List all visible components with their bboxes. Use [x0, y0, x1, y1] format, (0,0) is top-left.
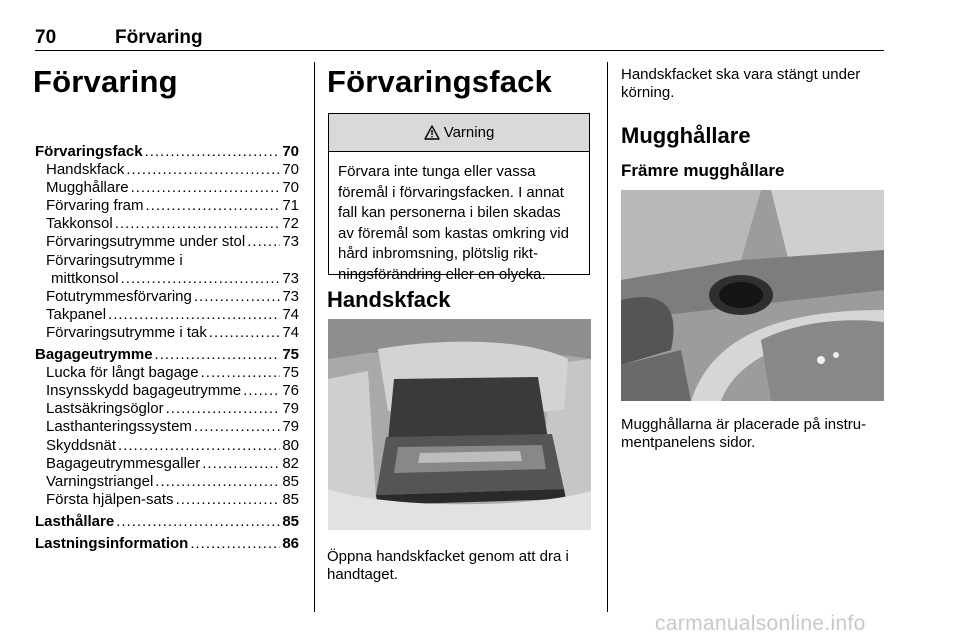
warning-line: Förvara inte tunga eller vassa [338, 163, 536, 180]
toc-label: Förvaringsutrymme i tak [46, 323, 207, 341]
caption-line: handtaget. [327, 566, 398, 583]
toc-label: Bagageutrymme [35, 346, 153, 364]
toc-entry[interactable] [35, 324, 299, 342]
warning-line: hård inbromsning, plötslig rikt- [338, 245, 539, 263]
glovebox-caption [327, 548, 569, 584]
toc-section-entry[interactable] [35, 513, 299, 531]
toc-entry[interactable] [35, 197, 299, 215]
toc-entry[interactable] [35, 400, 299, 418]
toc-section-entry[interactable] [35, 346, 299, 364]
toc-leader-dots [126, 161, 280, 178]
toc-leader-dots [155, 473, 280, 490]
toc-page-number: 85 [282, 512, 299, 530]
toc-label: Takkonsol [46, 215, 113, 233]
toc-page-number: 70 [282, 179, 299, 197]
warning-line: fall kan personerna i bilen skadas [338, 204, 561, 222]
glovebox-heading: Handskfack [327, 287, 451, 312]
glovebox-photo [328, 319, 591, 530]
toc-label: Första hjälpen-sats [46, 490, 174, 508]
toc-entry[interactable] [35, 418, 299, 436]
toc-leader-dots [155, 346, 281, 363]
toc-label: Lasthanteringssystem [46, 418, 192, 436]
toc-label: Varningstriangel [46, 472, 154, 490]
toc-label: Takpanel [46, 305, 107, 323]
toc-entry[interactable] [35, 491, 299, 509]
warning-line: ningsförändring eller en olycka. [338, 265, 546, 283]
cupholder-heading: Mugghållare [621, 123, 751, 148]
warning-header [329, 114, 589, 152]
toc-page-number: 74 [282, 323, 299, 341]
toc-page-number: 86 [282, 534, 299, 552]
toc-page-number: 79 [282, 418, 299, 436]
toc-label: Insynsskydd bagageutrymme [46, 382, 242, 400]
toc-entry[interactable] [35, 473, 299, 491]
toc-page-number: 73 [282, 233, 299, 251]
toc-page-number: 75 [282, 364, 299, 382]
toc-page-number: 80 [282, 436, 299, 454]
toc-entry[interactable] [35, 364, 299, 382]
toc-entry[interactable] [35, 215, 299, 233]
warning-box [328, 113, 590, 283]
toc-label: Handskfack [46, 161, 125, 179]
toc-leader-dots [118, 437, 280, 454]
toc-page-number: 74 [282, 305, 299, 323]
front-cupholder-heading: Främre mugghållare [621, 161, 785, 180]
toc-label: Lucka för långt bagage [46, 364, 199, 382]
toc-leader-dots [209, 324, 280, 341]
cupholder-photo [621, 190, 884, 401]
toc-leader-dots [116, 513, 280, 530]
toc-page-number: 72 [282, 215, 299, 233]
toc-entry[interactable] [35, 455, 299, 473]
toc-leader-dots [145, 143, 281, 160]
toc-leader-dots [201, 364, 281, 381]
watermark: carmanualsonline.info [655, 612, 866, 635]
toc-leader-dots [190, 535, 280, 552]
warning-heading: Varning [443, 124, 495, 141]
note-line: körning. [621, 84, 675, 101]
toc-entry[interactable] [35, 161, 299, 179]
caption-line: Mugghållarna är placerade på instru- [621, 416, 867, 433]
toc-leader-dots [194, 418, 280, 435]
toc-label: Bagageutrymmesgaller [46, 454, 201, 472]
chapter-title: Förvaring [33, 64, 178, 99]
toc-label: Lastsäkringsöglor [46, 400, 164, 418]
toc-section-entry[interactable] [35, 535, 299, 553]
toc-section-entry[interactable] [35, 143, 299, 161]
page-number: 70 [35, 27, 57, 48]
toc-page-number: 73 [282, 287, 299, 305]
warning-triangle-icon [424, 125, 440, 140]
toc-label: Mugghållare [46, 179, 129, 197]
toc-page-number: 73 [282, 269, 299, 287]
header-rule [35, 50, 884, 51]
warning-text [329, 152, 589, 286]
warning-line: föremål i förvaringsfacken. I annat [338, 183, 564, 201]
toc-page-number: 71 [282, 197, 299, 215]
toc-page-number: 75 [282, 346, 299, 364]
toc-entry[interactable] [35, 270, 299, 288]
warning-line: av föremål som kastas omkring vid [338, 224, 569, 242]
toc-page-number: 85 [282, 472, 299, 490]
toc-page-number: 70 [282, 161, 299, 179]
toc-label: Förvaringsutrymme i [46, 251, 183, 269]
table-of-contents [35, 143, 299, 553]
toc-leader-dots [146, 197, 281, 214]
toc-entry[interactable] [35, 306, 299, 324]
column-divider-2 [607, 62, 608, 612]
toc-leader-dots [194, 288, 280, 305]
toc-page-number: 82 [282, 454, 299, 472]
toc-entry[interactable] [35, 288, 299, 306]
toc-page-number: 70 [282, 143, 299, 160]
note-line: Handskfacket ska vara stängt under [621, 66, 861, 83]
toc-page-number: 85 [282, 490, 299, 508]
caption-line: Öppna handskfacket genom att dra i [327, 548, 569, 565]
toc-leader-dots [108, 306, 280, 323]
cupholder-caption [621, 416, 866, 452]
toc-label: mittkonsol [51, 269, 119, 287]
toc-leader-dots [166, 400, 281, 417]
toc-entry[interactable] [35, 382, 299, 400]
toc-leader-dots [176, 491, 281, 508]
toc-entry[interactable] [35, 179, 299, 197]
toc-label: Förvaringsfack [35, 143, 143, 160]
toc-leader-dots [247, 233, 280, 250]
caption-line: mentpanelens sidor. [621, 434, 756, 451]
toc-label: Fotutrymmesförvaring [46, 287, 192, 305]
glovebox-note [621, 66, 860, 102]
toc-leader-dots [131, 179, 281, 196]
toc-label: Förvaring fram [46, 197, 144, 215]
toc-leader-dots [121, 270, 281, 287]
running-header: Förvaring [115, 27, 203, 48]
toc-page-number: 79 [282, 400, 299, 418]
column-divider-1 [314, 62, 315, 612]
toc-leader-dots [202, 455, 280, 472]
toc-label: Förvaringsutrymme under stol [46, 233, 246, 251]
toc-leader-dots [243, 382, 280, 399]
toc-label: Lasthållare [35, 512, 115, 530]
toc-entry[interactable] [35, 437, 299, 455]
toc-page-number: 76 [282, 382, 299, 400]
toc-label: Skyddsnät [46, 436, 117, 454]
section-title: Förvaringsfack [327, 64, 553, 99]
toc-label: Lastningsinformation [35, 534, 189, 552]
toc-entry[interactable] [35, 252, 299, 270]
toc-leader-dots [115, 215, 281, 232]
toc-entry[interactable] [35, 233, 299, 251]
